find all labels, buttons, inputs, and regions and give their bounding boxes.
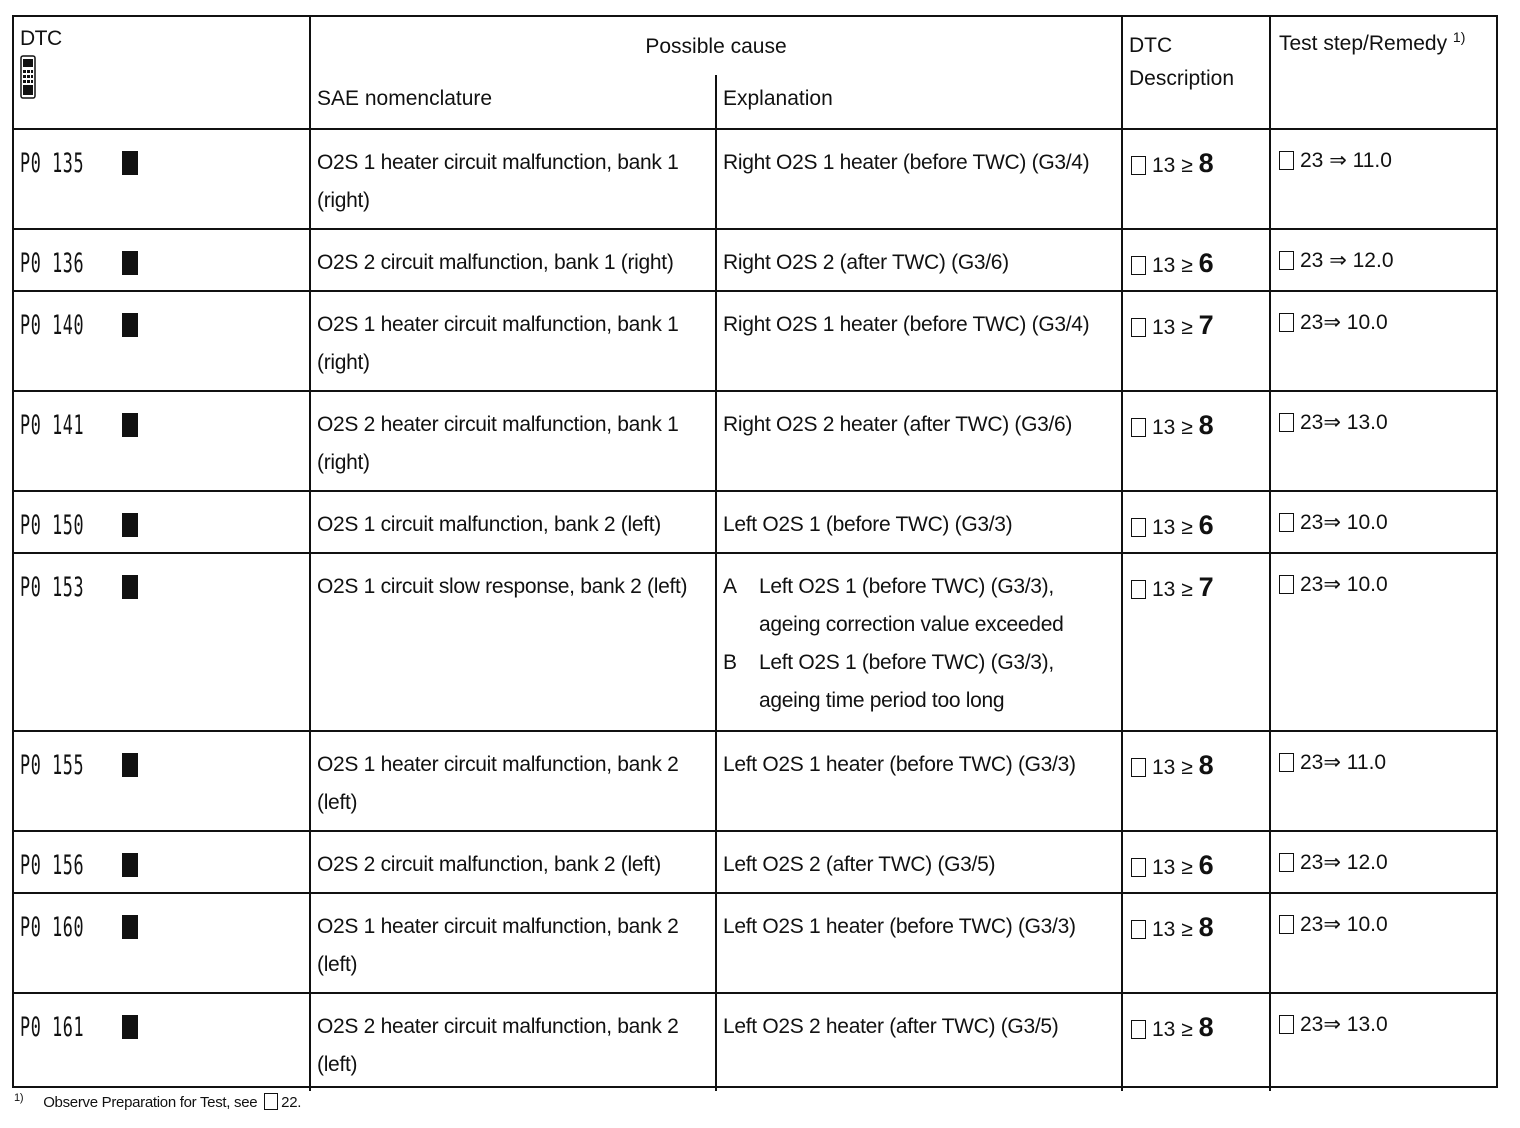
- dtc-code-cell: [14, 491, 310, 553]
- desc-ref: 13: [1152, 416, 1176, 439]
- mil-indicator-icon: [122, 151, 138, 175]
- header-test-step-footnote-ref: 1): [1452, 29, 1466, 45]
- table-row: [14, 553, 1496, 731]
- test-ref: 23⇒ 13.0: [1300, 411, 1388, 434]
- dtc-code-cell: [14, 831, 310, 893]
- dtc-code-cell: [14, 993, 310, 1091]
- manual-ref-icon: [1279, 853, 1294, 872]
- desc-arrow: ≥: [1181, 316, 1193, 339]
- test-step-cell: [1270, 391, 1496, 491]
- table-row: [14, 229, 1496, 291]
- mil-indicator-icon: [122, 413, 138, 437]
- sae-nomenclature-cell: O2S 2 heater circuit malfunction, bank 1 (right): [310, 391, 716, 491]
- manual-ref-icon: [1131, 920, 1146, 939]
- desc-value: 7: [1198, 572, 1214, 602]
- dtc-description-cell: [1122, 491, 1270, 553]
- manual-ref-icon: [1279, 251, 1294, 270]
- dtc-description-cell: [1122, 229, 1270, 291]
- explanation-cell: Right O2S 1 heater (before TWC) (G3/4): [716, 129, 1122, 229]
- explanation-cell: Right O2S 2 heater (after TWC) (G3/6): [716, 391, 1122, 491]
- test-ref: 23 ⇒ 12.0: [1300, 249, 1394, 272]
- desc-ref: 13: [1152, 254, 1176, 277]
- sae-nomenclature-cell: O2S 1 heater circuit malfunction, bank 2 (left): [310, 893, 716, 993]
- desc-ref: 13: [1152, 316, 1176, 339]
- mil-indicator-icon: [122, 313, 138, 337]
- header-sae-nomenclature: SAE nomenclature: [310, 75, 716, 129]
- manual-ref-icon: [1131, 1020, 1146, 1039]
- manual-ref-icon: [1131, 758, 1146, 777]
- test-step-cell: [1270, 993, 1496, 1091]
- dtc-description-cell: [1122, 553, 1270, 731]
- dtc-description-cell: [1122, 993, 1270, 1091]
- mil-indicator-icon: [122, 853, 138, 877]
- dtc-description-cell: [1122, 831, 1270, 893]
- desc-arrow: ≥: [1181, 918, 1193, 941]
- test-step-cell: [1270, 831, 1496, 893]
- dtc-code: P0 161: [20, 1011, 85, 1043]
- test-ref: 23⇒ 12.0: [1300, 851, 1388, 874]
- desc-ref: 13: [1152, 856, 1176, 879]
- option-letter: A: [723, 575, 737, 598]
- desc-value: 6: [1198, 850, 1214, 880]
- desc-arrow: ≥: [1181, 1018, 1193, 1041]
- desc-value: 8: [1198, 410, 1214, 440]
- desc-arrow: ≥: [1181, 856, 1193, 879]
- dtc-code: P0 136: [20, 247, 85, 279]
- dtc-description-cell: [1122, 129, 1270, 229]
- table-row: [14, 129, 1496, 229]
- dtc-description-cell: [1122, 893, 1270, 993]
- table-row: [14, 491, 1496, 553]
- dtc-code-cell: [14, 391, 310, 491]
- test-step-cell: [1270, 229, 1496, 291]
- header-dtc-description: DTC Description: [1122, 17, 1270, 129]
- sae-nomenclature-cell: O2S 2 heater circuit malfunction, bank 2 (left): [310, 993, 716, 1091]
- explanation-cell: Right O2S 1 heater (before TWC) (G3/4): [716, 291, 1122, 391]
- sae-nomenclature-cell: O2S 2 circuit malfunction, bank 2 (left): [310, 831, 716, 893]
- header-explanation: Explanation: [716, 75, 1122, 129]
- desc-value: 7: [1198, 310, 1214, 340]
- header-row-top: [14, 17, 1496, 75]
- mil-indicator-icon: [122, 251, 138, 275]
- explanation-cell: Left O2S 2 (after TWC) (G3/5): [716, 831, 1122, 893]
- table-row: [14, 893, 1496, 993]
- table-row: [14, 731, 1496, 831]
- manual-ref-icon: [264, 1093, 278, 1110]
- sae-nomenclature-cell: O2S 1 heater circuit malfunction, bank 2 (left): [310, 731, 716, 831]
- desc-arrow: ≥: [1181, 154, 1193, 177]
- manual-ref-icon: [1279, 413, 1294, 432]
- mil-indicator-icon: [122, 1015, 138, 1039]
- dtc-code-cell: [14, 731, 310, 831]
- desc-ref: 13: [1152, 918, 1176, 941]
- dtc-code-cell: [14, 553, 310, 731]
- table-row: [14, 291, 1496, 391]
- desc-ref: 13: [1152, 578, 1176, 601]
- option-text: Left O2S 1 (before TWC) (G3/3), ageing time period too long: [759, 651, 1054, 712]
- test-ref: 23⇒ 10.0: [1300, 511, 1388, 534]
- explanation-cell: Left O2S 1 heater (before TWC) (G3/3): [716, 731, 1122, 831]
- sae-nomenclature-cell: O2S 1 heater circuit malfunction, bank 1 (right): [310, 291, 716, 391]
- dtc-code-cell: [14, 291, 310, 391]
- table-row: [14, 391, 1496, 491]
- manual-ref-icon: [1279, 513, 1294, 532]
- desc-value: 6: [1198, 248, 1214, 278]
- desc-arrow: ≥: [1181, 516, 1193, 539]
- dtc-table-sheet: [12, 15, 1498, 1088]
- desc-value: 8: [1198, 750, 1214, 780]
- sae-nomenclature-cell: O2S 1 heater circuit malfunction, bank 1 (right): [310, 129, 716, 229]
- explanation-option-a: [723, 568, 1113, 644]
- desc-arrow: ≥: [1181, 578, 1193, 601]
- header-dtc-label: DTC: [20, 27, 62, 50]
- desc-ref: 13: [1152, 154, 1176, 177]
- test-step-cell: [1270, 491, 1496, 553]
- manual-ref-icon: [1131, 858, 1146, 877]
- manual-ref-icon: [1279, 1015, 1294, 1034]
- table-row: [14, 993, 1496, 1091]
- dtc-description-cell: [1122, 391, 1270, 491]
- dtc-code: P0 135: [20, 147, 85, 179]
- sae-nomenclature-cell: O2S 2 circuit malfunction, bank 1 (right): [310, 229, 716, 291]
- mil-indicator-icon: [122, 575, 138, 599]
- test-ref: 23⇒ 10.0: [1300, 573, 1388, 596]
- dtc-code: P0 141: [20, 409, 85, 441]
- desc-ref: 13: [1152, 516, 1176, 539]
- dtc-code-cell: [14, 893, 310, 993]
- test-ref: 23⇒ 11.0: [1300, 751, 1387, 774]
- explanation-cell: Right O2S 2 (after TWC) (G3/6): [716, 229, 1122, 291]
- desc-value: 6: [1198, 510, 1214, 540]
- sae-nomenclature-cell: O2S 1 circuit malfunction, bank 2 (left): [310, 491, 716, 553]
- desc-value: 8: [1198, 148, 1214, 178]
- test-step-cell: [1270, 893, 1496, 993]
- test-step-cell: [1270, 291, 1496, 391]
- header-possible-cause: Possible cause: [310, 17, 1122, 75]
- manual-ref-icon: [1279, 753, 1294, 772]
- test-step-cell: [1270, 553, 1496, 731]
- mil-indicator-icon: [122, 513, 138, 537]
- dtc-code: P0 155: [20, 749, 85, 781]
- explanation-cell: Left O2S 1 (before TWC) (G3/3): [716, 491, 1122, 553]
- desc-value: 8: [1198, 912, 1214, 942]
- option-text: Left O2S 1 (before TWC) (G3/3), ageing correction value exceeded: [759, 575, 1064, 636]
- test-step-cell: [1270, 129, 1496, 229]
- test-step-cell: [1270, 731, 1496, 831]
- sae-nomenclature-cell: O2S 1 circuit slow response, bank 2 (left): [310, 553, 716, 731]
- explanation-option-b: [723, 644, 1113, 720]
- header-dtc: [14, 17, 310, 129]
- header-test-step: [1270, 17, 1496, 129]
- test-ref: 23⇒ 10.0: [1300, 311, 1388, 334]
- dtc-code: P0 160: [20, 911, 85, 943]
- manual-ref-icon: [1279, 151, 1294, 170]
- dtc-code-cell: [14, 129, 310, 229]
- manual-ref-icon: [1131, 156, 1146, 175]
- manual-ref-icon: [1131, 418, 1146, 437]
- manual-ref-icon: [1279, 915, 1294, 934]
- dtc-description-cell: [1122, 731, 1270, 831]
- test-ref: 23⇒ 13.0: [1300, 1013, 1388, 1036]
- desc-ref: 13: [1152, 756, 1176, 779]
- manual-ref-icon: [1131, 318, 1146, 337]
- header-test-step-label: Test step/Remedy: [1279, 32, 1448, 55]
- dtc-code: P0 156: [20, 849, 85, 881]
- desc-arrow: ≥: [1181, 416, 1193, 439]
- mil-indicator-icon: [122, 753, 138, 777]
- explanation-cell: Left O2S 2 heater (after TWC) (G3/5): [716, 993, 1122, 1091]
- desc-arrow: ≥: [1181, 254, 1193, 277]
- footnote-ref: 22.: [281, 1094, 302, 1111]
- dtc-table: [14, 17, 1496, 1091]
- table-row: [14, 831, 1496, 893]
- mil-indicator-icon: [122, 915, 138, 939]
- option-letter: B: [723, 651, 737, 674]
- footnote-text: Observe Preparation for Test, see: [43, 1094, 258, 1111]
- manual-ref-icon: [1131, 518, 1146, 537]
- dtc-code: P0 140: [20, 309, 85, 341]
- test-ref: 23⇒ 10.0: [1300, 913, 1388, 936]
- footnote-mark: 1): [14, 1092, 24, 1104]
- manual-ref-icon: [1279, 313, 1294, 332]
- manual-ref-icon: [1131, 256, 1146, 275]
- desc-arrow: ≥: [1181, 756, 1193, 779]
- manual-ref-icon: [1131, 580, 1146, 599]
- footnote: [14, 1092, 301, 1111]
- desc-ref: 13: [1152, 1018, 1176, 1041]
- dtc-code-cell: [14, 229, 310, 291]
- manual-ref-icon: [1279, 575, 1294, 594]
- dtc-description-cell: [1122, 291, 1270, 391]
- explanation-cell: Left O2S 1 heater (before TWC) (G3/3): [716, 893, 1122, 993]
- test-ref: 23 ⇒ 11.0: [1300, 149, 1392, 172]
- dtc-code: P0 153: [20, 571, 85, 603]
- desc-value: 8: [1198, 1012, 1214, 1042]
- dtc-code: P0 150: [20, 509, 85, 541]
- explanation-cell: [716, 553, 1122, 731]
- hand-scanner-icon: [20, 55, 36, 99]
